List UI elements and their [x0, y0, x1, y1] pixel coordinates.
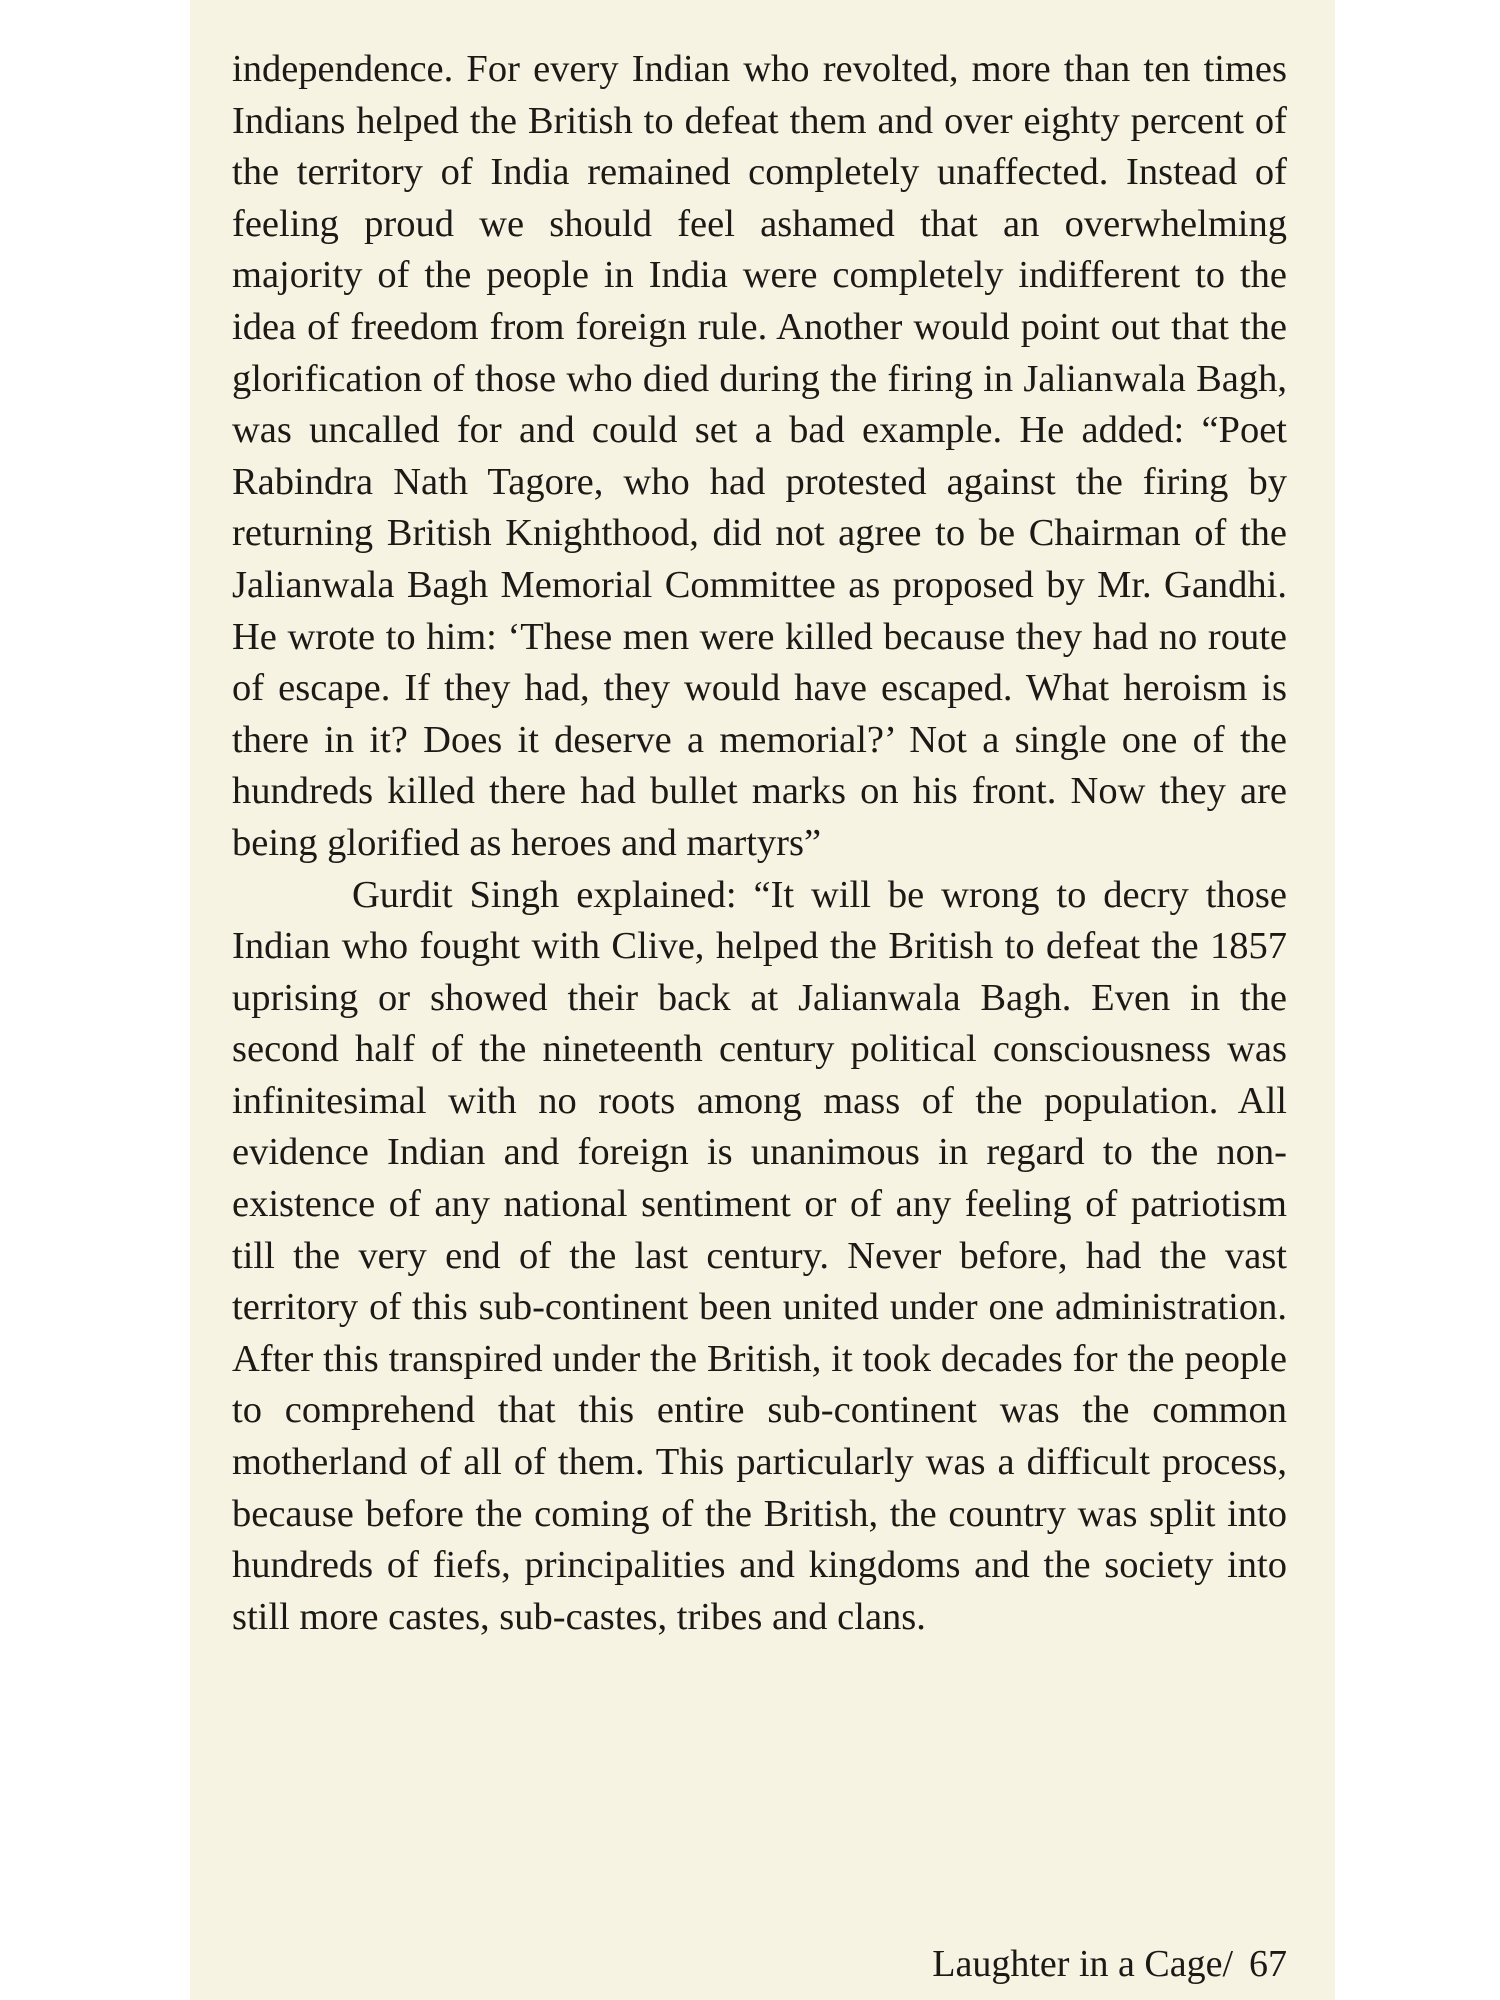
running-title: Laughter in a Cage/ — [932, 1943, 1233, 1985]
paragraph-2: Gurdit Singh explained: “It will be wrong to decry those Indian who fought with Clive, helped the British to defeat the 1857 uprising or showed their back at Jalianwala Bagh. Even in the second half of the nineteenth century political consciousness was infinitesimal with no roots among mass of the population. All evidence Indian and foreign is unanimous in regard to the non-existence of any national sentiment or of any feeling of patriotism till the very end of the last century. Never before, had the vast territory of this sub-continent been united under one administration. After this transpired under the British, it took decades for the people to comprehend that this entire sub-continent was the common motherland of all of them. This particularly was a difficult process, because before the coming of the British, the country was split into hundreds of fiefs, principalities and kingdoms and the society into still more castes, sub-castes, tribes and clans. — [232, 873, 1287, 1638]
page-number: 67 — [1249, 1943, 1287, 1985]
paragraph-1: independence. For every Indian who revolted, more than ten times Indians helped the British to defeat them and over eighty percent of the territory of India remained completely unaffected. Instead of feeling proud we should feel ashamed that an overwhelming majority of the people in India were completely indifferent to the idea of freedom from foreign rule. Another would point out that the glorification of those who died during the firing in Jalianwala Bagh, was uncalled for and could set a bad example. He added: “Poet Rabindra Nath Tagore, who had protested against the firing by returning British Knighthood, did not agree to be Chairman of the Jalianwala Bagh Memorial Committee as proposed by Mr. Gandhi. He wrote to him: ‘These men were killed because they had no route of escape. If they had, they would have escaped. What heroism is there in it? Does it deserve a memorial?’ Not a single one of the hundreds killed there had bullet marks on his front. Now they are being glorified as heroes and martyrs” — [232, 48, 1287, 864]
book-page — [190, 0, 1335, 2000]
page-footer — [932, 1942, 1287, 1986]
body-text — [232, 44, 1287, 1643]
